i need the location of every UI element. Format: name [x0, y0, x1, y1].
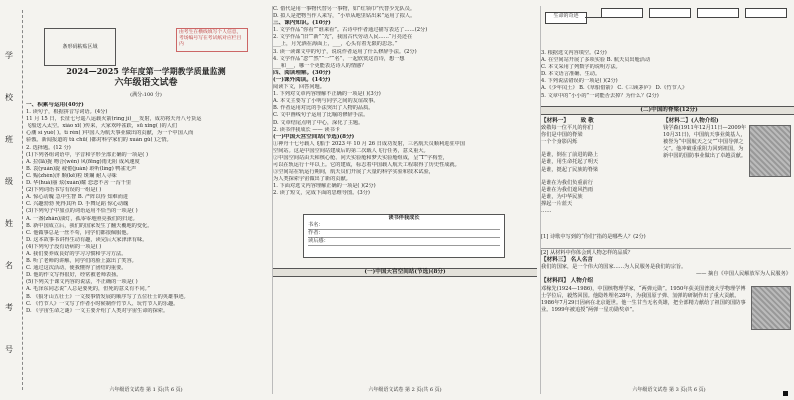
page-3	[540, 6, 794, 394]
binding-char: 学	[5, 51, 13, 60]
binding-char: 级	[5, 177, 13, 186]
poem-line: ……	[541, 208, 552, 215]
text-line: B. 新中国成立后，我们的国家发生了翻天覆地的变化。	[26, 222, 153, 229]
text-line: 1. 下列对文章内容理解不正确的一项是( )(3分)	[273, 91, 381, 98]
text-line: 一、积累与运用(40分)	[26, 102, 84, 108]
text-line: A. 毛泽东同志说“人总是要死的，但死的意义有不同。”	[26, 286, 150, 293]
mind-map-root: 生命的奇迹	[545, 12, 587, 24]
text-line: (3)下列句子中加点的词语运用不恰当的一项是( )	[26, 208, 138, 215]
poem-line: 致敬每一位平凡的你们	[541, 125, 593, 132]
text-line: 4. 下列说法错误的一项是( )(2分)	[541, 78, 618, 85]
text-line: D. 这本故事书讲得生动有趣，读完后大家津津有味。	[26, 236, 148, 243]
text-line: (5)下列关于课文内容的说法，不正确的一项是( )	[26, 279, 138, 286]
text-line: C. 文中画线句子运用了比喻的修辞手法。	[273, 112, 369, 119]
text-line: (4)下列句子没有语病的一项是( )	[26, 243, 102, 250]
corner-mark	[783, 391, 788, 396]
mind-map-box[interactable]	[601, 8, 643, 18]
text-line: 2. 文学作品“旧”“新”“先”，我国古代劳动人民……“月亮还在	[273, 34, 413, 41]
poem	[541, 125, 661, 215]
text-line: 2. 选择题。(12 分)	[26, 144, 71, 151]
text-line: C. 本文采用了列数字的说明方法。	[541, 64, 621, 71]
page-2-footer: 六年级语文试卷 第 2 页(共 6 页)	[368, 386, 442, 393]
material-2-label: 【材料二】(人物介绍)	[663, 118, 719, 124]
binding-char: 姓	[5, 219, 13, 228]
score-note: (满分:100 分)	[130, 92, 162, 98]
text-line: A. 我们要养成良好的学习习惯和学习方法。	[26, 250, 127, 257]
material-3	[541, 234, 791, 330]
page-1-body	[26, 102, 266, 315]
mind-map-box[interactable]	[649, 8, 691, 18]
text-line: 空间站。这是中国空间站建成后的第二次载人飞行任务，意义重大。	[273, 147, 429, 154]
quote-source: —— 摘自《中国人民解放军为人民服务》	[695, 271, 791, 278]
text-line: D. 《宇宙生命之谜》一文主要介绍了人类对宇宙生命的探索。	[26, 307, 169, 314]
text-line: 11 月 15 日，长征七号遥八运载火箭(rìng jì)___发射，成功将天舟八号货运	[26, 116, 202, 123]
material-1-label: 【材料一】	[541, 118, 569, 124]
text-line: A. 一盏(zhǎn)油灯，孤零零地照亮我们的归途。	[26, 215, 138, 222]
binding-char: 考	[5, 303, 13, 312]
text-line: 1. 文学作品“你看”“谁来看”。古诗中作者通过描写表达了……(2分)	[273, 27, 428, 34]
text-line: D. 他的作文写得很好，经常被老师表扬。	[26, 272, 122, 279]
material-1	[541, 118, 661, 215]
text-line: C. 借代是用一事物代替另一事物，如“红领巾”代替少先队员。	[273, 6, 416, 12]
mind-map-box[interactable]	[697, 8, 739, 18]
poem-line: 是谁在为我们负重前行	[541, 179, 593, 186]
material-1-title: 致 敬	[580, 118, 594, 124]
poem-line: 是谁，倒在了前进的路上	[541, 152, 599, 159]
text-line: (1)下列各组词语中，字音和字形全部正确的一项是( )	[26, 151, 148, 158]
poem-line: 是谁，用生命托起了明天	[541, 159, 599, 166]
answer-line[interactable]	[541, 242, 791, 249]
text-line: 2. 读了短文，完成下面的思维导图。(3分)	[273, 190, 370, 197]
text-line: ③空间站在轨运行期间，航天员们开展了大量的科学实验和技术试验，	[273, 169, 434, 176]
text-line: 5. 文章中的“小小的”一词能否去掉？为什么？(2分)	[541, 92, 659, 99]
text-line: 2. 读书伴我成长 —— 读书卡	[273, 126, 340, 133]
text-line: C. 赈(zhèn)济 颗(kē)粒 斑斓 耐人寻味	[26, 172, 117, 179]
text-line: 心潮 sì yuè( )。tì rèn( )中国人为航天事业做出的贡献，为一个中国人而	[26, 130, 194, 137]
text-line: 四、阅读理解。(30分)	[273, 69, 331, 76]
text-line: B. 袁(yuán)旋 疲倦(juàn) 聆听(líng) 鸭雀无声	[26, 165, 137, 172]
text-line: C. 兴趣勃勃 死得其所 D. 手舞足蹈 惊心动魄	[26, 201, 129, 208]
section-title: (二)中国的脊梁(12分)	[541, 106, 794, 115]
material-2-text: 钱学森(1911年12月11日—2009年10月31日)，中国航天事业奠基人，被誉为“中国航天之父”“中国导弹之父”。他冲破重重阻力回到祖国，为新中国的国防事业做出了卓越贡献。	[663, 125, 747, 160]
portrait-photo-2	[751, 286, 791, 330]
text-line: A.《少年闰土》 B.《草船借箭》 C.《三顾茅庐》 D.《竹节人》	[541, 85, 688, 92]
text-line: D. 拟人是把物当作人来写，“小草从地里钻出来”运用了拟人。	[273, 13, 416, 20]
page-2	[272, 6, 537, 394]
notice-box: 由考生在横线填写个人信息，考场编号写在考试纸对应栏目内	[176, 28, 248, 52]
page-1	[26, 6, 266, 394]
text-line: B. 《狼牙山五壮士》一文按事情发展的顺序写了五位壮士的英雄事迹。	[26, 293, 189, 300]
mind-map-box[interactable]	[745, 8, 787, 18]
text-line: B. 作者运用对比的手法突出了人物的品质。	[273, 105, 374, 112]
connector	[585, 17, 601, 18]
binding-char: 号	[5, 345, 13, 354]
text-line: A. 本文主要写了小明与同学之间的友谊故事。	[273, 98, 379, 105]
card-row: 读后感：	[308, 238, 500, 246]
text-line: B. 听了老师的讲解，同学们的脸上露出了笑容。	[26, 258, 137, 265]
text-line: (一)中国天宫空间站(节选)(8分)	[273, 133, 355, 140]
text-line: 阅读下文，回答问题。	[273, 84, 325, 91]
text-line: (2)下列词语书写有误的一组是( )	[26, 187, 102, 194]
binding-char: 校	[5, 93, 13, 102]
poem-line: 你们是中国的脊梁	[541, 132, 583, 139]
text-line: ___和___，哪一个更能表达诗人的情感？	[273, 62, 367, 69]
text-line: 可以在轨运行十年以上。它的建成，标志着中国载人航天工程取得了历史性成就。	[273, 162, 460, 169]
text-line: 4. 文学作品“忽”“然”“一”“名”，一起欣赏这首诗，想一想	[273, 55, 405, 62]
quote: 我们的国家，是一个伟大的国家……为人民服务是我们的宗旨。	[541, 264, 687, 271]
text-line: 1. 下面对选文内容理解正确的一项是( )(2分)	[273, 183, 376, 190]
text-line: A. 在空间站开展了多项实验 B. 航天员出舱活动	[541, 57, 651, 64]
poem-line: 是谁，挺起了民族的脊梁	[541, 166, 599, 173]
text-line: 3. 根据选文内容填空。(2分)	[541, 50, 607, 56]
page-3-questions	[541, 50, 794, 100]
text-line: 3. 读一读课文中的句子，说说作者运用了什么修辞手法。(2分)	[273, 48, 417, 55]
poem-line: 一个个身影闪烁	[541, 139, 578, 146]
text-line: C. 通过这次活动，使我懂得了团结的重要。	[26, 265, 127, 272]
text-line: D. 文章结尾点明了中心，深化了主题。	[273, 119, 364, 126]
text-line: D. 本文语言准确、生动。	[541, 71, 601, 78]
material-4-title: 人物介绍	[570, 278, 594, 285]
text-line: A. 惊心动魄 急中生智 B. 严阵以待 知难而进	[26, 194, 129, 201]
portrait-photo	[749, 125, 791, 177]
text-line: A. 拉(lā)拢 吻合(wěn) 风(fēng)雨无阻 成风速度	[26, 158, 140, 165]
text-line: 1. 读句子，根据拼音写词语。(4分)	[26, 109, 108, 116]
page-3-footer: 六年级语文试卷 第 3 页(共 6 页)	[632, 386, 706, 393]
poem-line: 是谁在为我们遮风挡雨	[541, 186, 593, 193]
barcode-area: 条形码粘贴区域	[44, 28, 116, 66]
text-line: 三、课内知识。(10分)	[273, 20, 331, 27]
text-line: ②中国空间站由天和核心舱、问天实验舱和梦天实验舱组成，呈“T”字构型，	[273, 154, 448, 161]
text-line: 飞船送入太空。xiào xī( )传来，大家欢呼雀跃，sū xǐng( )的人们	[26, 123, 178, 130]
reading-header: (一)中国天宫空间站(节选)(8分)	[273, 268, 537, 277]
exam-subtitle: 六年级语文试卷	[114, 78, 178, 88]
material-3-title: 名人名言	[570, 257, 594, 264]
card-row: 作者：	[308, 230, 500, 238]
material-4-label: 【材料四】	[541, 278, 569, 285]
text-line: ___上，月光洒在海面上，___，心头有着无限的思念。”	[273, 41, 398, 48]
text-line: 骄傲。新闻报道的 tǔ chū( )都对科学家们的 xuàn gǔ( )之情。	[26, 137, 172, 144]
text-line: ①神舟十七号载人飞船于 2023 年 10 月 26 日成功发射，三名航天员顺利进驻中国	[273, 140, 465, 147]
binding-char: 班	[5, 135, 13, 144]
binding-char: 名	[5, 261, 13, 270]
material-3-label: 【材料三】	[541, 257, 569, 264]
page-1-footer: 六年级语文试卷 第 1 页(共 6 页)	[109, 386, 183, 393]
text-line: (一)课外阅读。(14分)	[273, 76, 331, 83]
text-line: C. 《竹节人》一文写了作者小时候制作竹节人、玩竹节人的乐趣。	[26, 300, 179, 307]
reading-card	[303, 214, 505, 258]
page-2-upper	[273, 6, 537, 198]
bio: 邓稼先(1924—1986)，中国核物理学家，“两弹元勋”。1950年获美国普渡大学物理学博士学位后，毅然回国。他隐姓埋名28年，为我国原子弹、氢弹的研制作出了重大贡献。1986年7月29日因病在北京逝世。他一生甘当无名英雄，把全部精力献给了祖国的国防事业。1999年被追授“两弹一星功勋奖章”。	[541, 285, 746, 313]
binding-margin	[2, 10, 23, 390]
poem-line: 是谁，为中华民族	[541, 193, 583, 200]
reading-card-title: 读书伴我成长	[388, 215, 420, 221]
poem-line: 撑起一片蓝天	[541, 200, 573, 207]
text-line: D. 华(huá)丽 炫(xuàn)耀 恋恋不舍 一泻千里	[26, 180, 132, 187]
text-line: C. 他做事总是一丝不苟，同学们都很佩服他。	[26, 229, 132, 236]
question-2: [2] 从材料中你体会到人物怎样的品质？	[541, 250, 633, 257]
question-1: [1] 诗歌中写到的“你们”指的是哪些人？(2分)	[541, 234, 646, 240]
material-2	[663, 118, 791, 177]
text-line: 为人类探索宇宙做出了新的贡献。	[273, 176, 351, 183]
exam-title: 2024—2025 学年度第一学期教学质量监测	[66, 66, 226, 76]
card-row: 书名：	[308, 222, 500, 230]
